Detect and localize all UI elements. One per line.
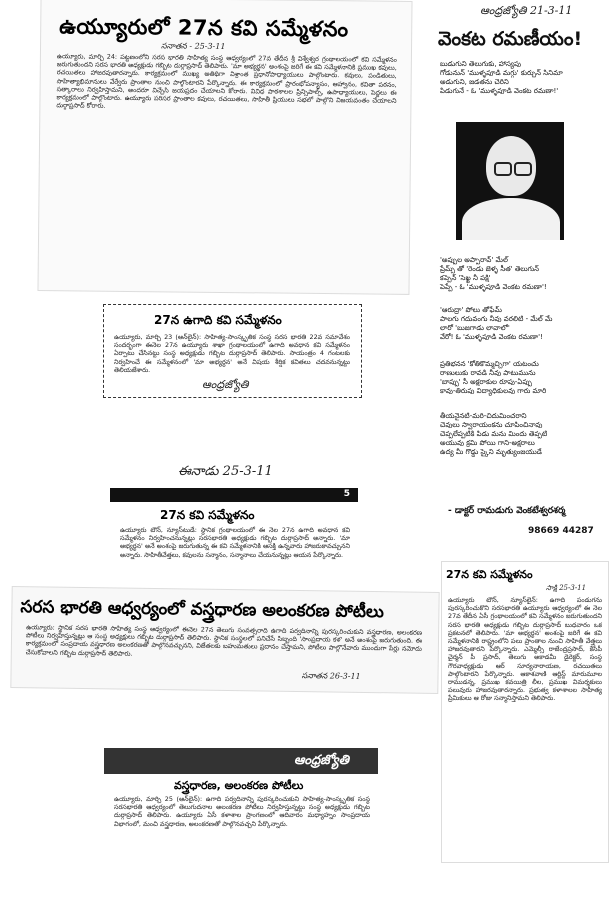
portrait-photo (456, 122, 564, 240)
poem-line: కప్పెన్ 'సెఖ్ఖ నీ పక్షి' (440, 274, 491, 282)
clip5-masthead-label: ఆంధ్రజ్యోతి (294, 753, 349, 768)
clipping-uyyuru-27-kavi-sammelanam (38, 0, 411, 294)
poem-line: చెవులు స్వారాయంకను చూపించినావు (440, 421, 543, 429)
clip7-source-date: సాక్షి 25-3-11 (546, 584, 587, 592)
poem-line: పాలగు గదువంగు నీవు వరలిటి - మేల్ మే (440, 315, 553, 323)
clip1-headline: ఉయ్యూరులో 27న కవి సమ్మేళనం (59, 14, 349, 42)
poem-line: ప్రేమ్స్ తో 'రెండు జెళ్ళ సీత' తెలుగున్ (440, 265, 540, 273)
clipping-ugadi-kavi-sammelanam (103, 304, 362, 398)
clipping-venkata-ramaneeyam (432, 0, 606, 548)
clip6-stanza-1 (440, 256, 604, 292)
clip3-page-number: 5 (343, 489, 350, 499)
clip2-headline: 27న ఉగాది కవి సమ్మేళనం (154, 313, 282, 327)
poem-line: 'బాప్పు' సీ అక్షరాకుల రూపు-ఏప్పు (440, 378, 532, 386)
intro-line: బుడుగుని తెలుగుకు, హాస్యపు (440, 60, 522, 68)
portrait-glasses-right (514, 162, 532, 176)
clip6-stanza-4 (440, 412, 604, 457)
poem-line: తీయనైనటి-మరి-చిదుమించరాని (440, 412, 527, 420)
portrait-shoulders (462, 198, 560, 240)
clip6-title: వెంకట రమణీయం! (438, 28, 583, 50)
poem-line: లారో 'బుజగాడు లావాలో' (440, 324, 510, 332)
poem-line: రాణులుకు రావడి నీవు పాటుమును (440, 369, 536, 377)
portrait-glasses-left (494, 162, 512, 176)
clip6-byline: - డాక్టర్ రామడుగు వెంకటేశ్వరశర్మ (448, 506, 566, 516)
poem-line: పెప్పే - ఓ 'ముళ్ళపూడి వెంకట రమణా'! (440, 283, 547, 291)
clip4-source-date: సనాతన 26-3-11 (301, 671, 361, 681)
intro-line: అడుగుని, జడతను చెరిని (440, 78, 509, 86)
poem-line: అయువు క్రమి పోయి గాని-అక్షరాలు (440, 439, 535, 447)
clip7-body: ఉయ్యూరు టౌన్, న్యూస్‌లైన్: ఉగాది పండుగను పురస్కరించుకొని సరసభారతి ఉయ్యూరు ఆధ్వర్యంలో ఈ నెల 27వ తేదీన ఏసీ గ్రంథాలయంలో కవి సమ్మేళనం జరుగుతుందని సరస భారతి అధ్యక్షుడు గబ్బిట దుర్గాప్రసాద్ బుధవారం ఒక ప్రకటనలో తెలిపారు. 'మా అభ్యర్థన' అంశంపై జరిగే ఈ కవి సమ్మేళనానికి రాష్ట్రంలోని పలు ప్రాంతాల నుంచి సాహితీ వేత్తలు హాజరవుతారని పేర్కొన్నారు. ఎమ్మెల్సీ రాజేంద్రప్రసాద్, కేసీపీ చైర్మన్ పీ ప్రసాద్, తెలుగు అకాడమీ డైరెక్టర్, సంస్థ గౌరవాధ్యక్షుడు ఆర్ సూర్యనారాయణ, రచయితలు పాల్గొంటారని పేర్కొన్నారు. ఆకాశవాణి ఆర్టిస్ట్ మారుమూల రాముడన్న, ప్రముఖ కవయిత్రి లీల, ప్రముఖ విమర్శకులు పలువురు హాజరవుతారన్నారు. ప్రభుత్వ కళాశాలల సాహిత్య ప్రేమికులు ఆ రోజు సన్మానిస్తామని తెలిపారు. (448, 596, 602, 703)
clip3-source-date: ఈనాడు 25-3-11 (178, 464, 273, 479)
poem-line: 'అప్పుల అప్పారావ్' మేల్ (440, 256, 508, 264)
clip3-black-bar (110, 488, 358, 502)
clip6-source-date: ఆంధ్రజ్యోతి 21-3-11 (480, 4, 573, 17)
poem-line: 'ఆరుద్రా' పోలు తోఫేమ్ (440, 306, 502, 314)
poem-line: చెప్పలేప్పటికి పిడు మను మిందు తెప్పటి (440, 430, 548, 438)
clip1-body: ఉయ్యూరు, మార్చి 24: పట్టణంలోని సరస భారతి సాహిత్య సంస్థ ఆధ్వర్యంలో 27వ తేదీన శ్రీ విశ్వేశ్వర గ్రంథాలయంలో కవి సమ్మేళనం జరుగుతుందని సరస భారతి అధ్యక్షుడు గబ్బిట దుర్గాప్రసాద్ తెలిపారు. 'మా అభ్యర్థన' అంశంపై జరిగే ఈ కవి సమ్మేళనానికి ప్రముఖ కవులు, రచయితలు హాజరవుతారన్నారు. కార్యక్రమంలో ముఖ్య అతిథిగా విశ్రాంత ప్రధానోపాధ్యాయులు పాల్గొంటారు. కవులు, పండితులు, సాహిత్యాభిమానులు వేర్వేరు ప్రాంతాల నుంచి పాల్గొంటారని పేర్కొన్నారు. ఈ కార్యక్రమంలో ప్రారంభోపన్యాసం, ఆహ్వానం, కవితా పఠనం, సత్కారాలు నిర్వహిస్తామని, అందరూ విచ్చేసి జయప్రదం చేయాలని కోరారు. వివిధ పాఠశాలల ప్రిన్సిపాల్స్, ఉపాధ్యాయులు, పెద్దలు ఈ కార్యక్రమంలో పాల్గొంటారు. ఉయ్యూరు పరిసర ప్రాంతాల కవులు, రచయితలు, సాహితీ ప్రియులు సభలో పాల్గొని విజయవంతం చేయాలని దుర్గాప్రసాద్ కోరారు. (56, 52, 397, 110)
intro-line: పిడుగునే - ఓ 'ముళ్ళపూడి వెంకట రమణా!' (440, 87, 559, 95)
clip6-stanza-2 (440, 306, 604, 342)
clip3-headline: 27న కవి సమ్మేళనం (160, 508, 255, 522)
clip6-phone: 98669 44287 (528, 526, 594, 536)
poem-line: వేరో! ఓ 'ముళ్ళపూడి వెంకట రమణా'! (440, 333, 543, 341)
clipping-sakshi-27-kavi-sammelanam (442, 562, 608, 862)
clipping-eenadu-27-kavi-sammelanam (110, 488, 358, 583)
clipping-andhrajyothi-vastradharana (104, 748, 378, 852)
poem-line: కావు-తిరుపు విద్యాధికులవు గారు మారి (440, 387, 547, 395)
clip4-headline: సరస భారతి ఆధ్వర్యంలో వస్త్రధారణ అలంకరణ పోటీలు (20, 597, 384, 623)
clip2-source: ఆంధ్రజ్యోతి (202, 378, 249, 391)
intro-line: గోడునున్ 'ముళ్ళపూడి మగ్గు' కుర్చున్ సినిమా (440, 69, 563, 77)
poem-line: ప్రతిభనన 'కోతికొమ్మచ్చిగా' యటంచు (440, 360, 539, 368)
clipping-sarasa-bharati-vastradharana (11, 587, 438, 693)
clip6-intro (440, 60, 602, 96)
clip5-headline: వస్త్రధారణ, అలంకరణ పోటీలు (174, 779, 304, 792)
clip4-body: ఉయ్యూరు: స్థానిక సరస భారతి సాహిత్య సంస్థ ఆధ్వర్యంలో ఈనెల 27న తెలుగు సంవత్సరాది ఉగాది పర్వదినాన్ని పురస్కరించుకుని వస్త్రధారణ, అలంకరణ పోటీలు నిర్వహిస్తున్నట్లు ఆ సంస్థ అధ్యక్షులు గబ్బిట దుర్గాప్రసాద్ తెలిపారు. స్థానిక సంస్థలలో పనిచేసే సిబ్బంది 'సాంప్రదాయ కళ' అనే అంశంపై జరుగుతుంది. ఈ కార్యక్రమంలో సంప్రదాయ వస్త్రధారణ అలంకరణతో పాల్గొనవచ్చునని, విజేతలకు బహుమతులు ప్రదానం చేస్తామని, పోటీలు పాల్గొనేవారు ముందుగా పేర్లు నమోదు చేసుకోవాలని గబ్బిట దుర్గాప్రసాద్ తెలిపారు. (25, 623, 423, 658)
clip7-headline: 27న కవి సమ్మేళనం (446, 568, 533, 581)
clip2-body: ఉయ్యూరు, మార్చి 23 (ఆన్‌లైన్): సాహిత్య-సాంస్కృతిక సంస్థ సరస భారతి 22వ సమావేశం సందర్భంగా ఈనెల 27న ఉయ్యూరు శాఖా గ్రంథాలయంలో ఉగాది అవధాన కవి సమ్మేళనం ఏర్పాటు చేసినట్టు సంస్థ అధ్యక్షుడు గబ్బిట దుర్గాప్రసాద్ తెలిపారు. సాయంత్రం 4 గంటలకు నిర్వహించే ఈ సమ్మేళనంలో 'మా అభ్యర్థన' అనే విషయ శీర్షిక కవితలు చదవనున్నట్టు తెలియజేశారు. (114, 333, 350, 374)
clip5-body: ఉయ్యూరు, మార్చి 25 (ఆన్‌లైన్): ఉగాది పర్వదినాన్ని పురస్కరించుకుని సాహిత్య-సాంస్కృతిక సంస్థ సరసభారతి ఆధ్వర్యంలో తెలుగుదనాల అలంకరణ పోటీలు నిర్వహిస్తున్నట్టు సంస్థ అధ్యక్షుడు గబ్బిట దుర్గాప్రసాద్ తెలిపారు. ఉయ్యూరు ఏసీ కళాశాల ప్రాంగణంలో ఆదివారం మధ్యాహ్నం సాంప్రదాయ విభాగంలో, మంచి వస్త్రధారణ, అలంకరణతో పాల్గొనవచ్చని పేర్కొన్నారు. (114, 795, 370, 828)
clip3-body: ఉయ్యూరు టౌన్, న్యూస్‌టుడే: స్థానిక గ్రంథాలయంలో ఈ నెల 27న ఉగాది అవధాన కవి సమ్మేళనం నిర్వహించనున్నట్లు సరసభారతి అధ్యక్షుడు గబ్బిట దుర్గాప్రసాద్ అన్నారు. 'మా అభ్యర్థన' అనే అంశంపై జరుగుతున్న ఈ కవి సమ్మేళనానికి ఆసక్తి ఉన్నవారు హాజరుకావచ్చునని అన్నారు. సాహితీవేత్తలు, కవులను సన్మానం, సన్మానాలు చేయనున్నట్లు ఆయన పేర్కొన్నారు. (120, 526, 350, 559)
clip6-stanza-3 (440, 360, 604, 396)
clip1-source-date: సనాతన - 25-3-11 (160, 41, 226, 51)
poem-line: ఉద్య మీ గొడ్డు స్కైని మృత్యుంజయుడే (440, 448, 542, 456)
